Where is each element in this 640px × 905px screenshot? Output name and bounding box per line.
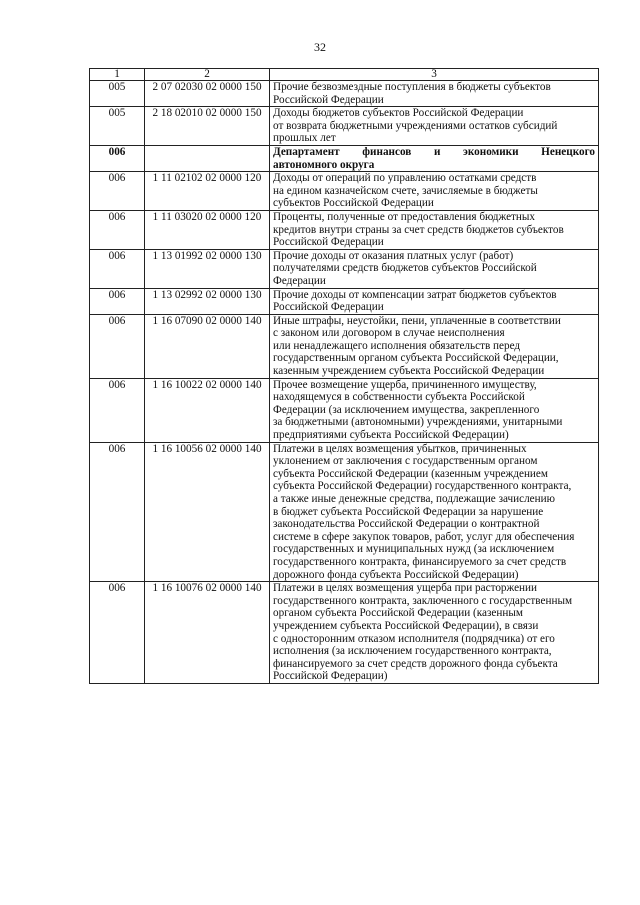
revenue-name-cell bbox=[270, 288, 599, 314]
revenue-code-cell: 2 18 02010 02 0000 150 bbox=[145, 107, 270, 146]
table-row bbox=[90, 314, 599, 378]
page-number: 32 bbox=[314, 40, 326, 54]
table-row bbox=[90, 249, 599, 288]
table-row-department bbox=[90, 145, 599, 171]
table-header bbox=[90, 69, 599, 81]
revenue-code-cell: 2 07 02030 02 0000 150 bbox=[145, 81, 270, 107]
table-row bbox=[90, 582, 599, 684]
admin-code-cell: 006 bbox=[90, 210, 145, 249]
name-line: с односторонним отказом исполнителя (подрядчика) от его bbox=[273, 632, 555, 645]
revenue-code-cell: 1 16 07090 02 0000 140 bbox=[145, 314, 270, 378]
name-line: субъектов Российской Федерации bbox=[273, 197, 434, 210]
table-body bbox=[90, 81, 599, 684]
name-line: автономного округа bbox=[273, 158, 375, 171]
name-line: государственного контракта, заключенного с государственным bbox=[273, 594, 573, 607]
admin-code-cell: 006 bbox=[90, 172, 145, 211]
table-row bbox=[90, 172, 599, 211]
revenue-name-cell bbox=[270, 249, 599, 288]
table-row bbox=[90, 210, 599, 249]
revenue-name-cell bbox=[270, 314, 599, 378]
column-header-2: 2 bbox=[145, 69, 270, 81]
revenue-code-cell: 1 16 10022 02 0000 140 bbox=[145, 378, 270, 442]
name-line: Проценты, полученные от предоставления бюджетных bbox=[273, 210, 536, 223]
name-line: уклонением от заключения с государственным органом bbox=[273, 455, 538, 468]
name-line: кредитов внутри страны за счет средств бюджетов субъектов bbox=[273, 223, 564, 236]
revenue-code-cell: 1 13 01992 02 0000 130 bbox=[145, 249, 270, 288]
name-line: законодательства Российской Федерации о контрактной bbox=[273, 518, 540, 531]
name-line: учреждением субъекта Российской Федерации), в связи bbox=[273, 619, 539, 632]
name-line: получателями средств бюджетов субъектов Российской bbox=[273, 262, 537, 275]
admin-code-cell: 005 bbox=[90, 81, 145, 107]
revenue-codes-table bbox=[89, 68, 599, 684]
admin-code-cell: 006 bbox=[90, 314, 145, 378]
name-line: Российской Федерации) bbox=[273, 670, 388, 683]
revenue-name-cell bbox=[270, 107, 599, 146]
revenue-name-cell bbox=[270, 172, 599, 211]
name-line: или ненадлежащего исполнения обязательств перед bbox=[273, 339, 521, 352]
admin-code-cell: 005 bbox=[90, 107, 145, 146]
name-line: в бюджет субъекта Российской Федерации за нарушение bbox=[273, 505, 544, 518]
name-line: Федерации (за исключением имущества, закрепленного bbox=[273, 403, 540, 416]
table-row bbox=[90, 442, 599, 582]
revenue-name-cell bbox=[270, 145, 599, 171]
table-row bbox=[90, 81, 599, 107]
header-row bbox=[90, 69, 599, 81]
revenue-code-cell: 1 16 10076 02 0000 140 bbox=[145, 582, 270, 684]
name-line: субъекта Российской Федерации) государственного контракта, bbox=[273, 480, 572, 493]
name-line: дорожного фонда субъекта Российской Федерации) bbox=[273, 568, 519, 581]
revenue-name-cell bbox=[270, 81, 599, 107]
name-line: субъекта Российской Федерации (казенным учреждением bbox=[273, 467, 548, 480]
table-row bbox=[90, 107, 599, 146]
admin-code-cell: 006 bbox=[90, 442, 145, 582]
name-line: государственного контракта, финансируемого за счет средств bbox=[273, 555, 567, 568]
name-line: Прочие доходы от оказания платных услуг (работ) bbox=[273, 249, 514, 262]
revenue-code-cell: 1 11 02102 02 0000 120 bbox=[145, 172, 270, 211]
table-row bbox=[90, 378, 599, 442]
revenue-name-cell bbox=[270, 210, 599, 249]
name-line: казенным учреждением субъекта Российской Федерации bbox=[273, 365, 545, 378]
revenue-name-cell bbox=[270, 378, 599, 442]
revenue-code-cell: 1 13 02992 02 0000 130 bbox=[145, 288, 270, 314]
name-line: государственных и муниципальных нужд (за исключением bbox=[273, 543, 555, 556]
name-line: на едином казначейском счете, зачисляемые в бюджеты bbox=[273, 184, 538, 197]
name-line: за бюджетными (автономными) учреждениями, унитарными bbox=[273, 416, 563, 429]
name-line: Доходы бюджетов субъектов Российской Федерации bbox=[273, 107, 524, 120]
name-line: органом субъекта Российской Федерации (казенным bbox=[273, 607, 523, 620]
name-line: Российской Федерации bbox=[273, 301, 384, 314]
name-line: прошлых лет bbox=[273, 132, 336, 145]
revenue-code-cell: 1 16 10056 02 0000 140 bbox=[145, 442, 270, 582]
name-line: Прочие безвозмездные поступления в бюджеты субъектов bbox=[273, 81, 551, 93]
admin-code-cell: 006 bbox=[90, 145, 145, 171]
column-header-3: 3 bbox=[270, 69, 599, 81]
name-line: Платежи в целях возмещения ущерба при расторжении bbox=[273, 582, 538, 595]
name-line: системе в сфере закупок товаров, работ, услуг для обеспечения bbox=[273, 530, 575, 543]
name-line: с законом или договором в случае неисполнения bbox=[273, 327, 505, 340]
column-header-1: 1 bbox=[90, 69, 145, 81]
name-line: исполнения (за исключением государственного контракта, bbox=[273, 645, 552, 658]
name-line: от возврата бюджетными учреждениями остатков субсидий bbox=[273, 119, 558, 132]
name-line: Прочее возмещение ущерба, причиненного имуществу, bbox=[273, 378, 537, 391]
name-line: находящемуся в собственности субъекта Российской bbox=[273, 391, 525, 404]
admin-code-cell: 006 bbox=[90, 582, 145, 684]
name-line: предприятиями субъекта Российской Федерации) bbox=[273, 429, 509, 442]
name-line: Платежи в целях возмещения убытков, причиненных bbox=[273, 442, 527, 455]
name-line: Российской Федерации bbox=[273, 236, 384, 249]
name-line: Российской Федерации bbox=[273, 93, 384, 106]
admin-code-cell: 006 bbox=[90, 378, 145, 442]
name-line: Доходы от операций по управлению остатками средств bbox=[273, 172, 537, 185]
name-line: Иные штрафы, неустойки, пени, уплаченные в соответствии bbox=[273, 314, 561, 327]
name-line: Федерации bbox=[273, 274, 326, 287]
admin-code-cell: 006 bbox=[90, 288, 145, 314]
table-row bbox=[90, 288, 599, 314]
name-line: а также иные денежные средства, подлежащие зачислению bbox=[273, 493, 555, 505]
name-line: финансируемого за счет средств дорожного фонда субъекта bbox=[273, 657, 558, 670]
admin-code-cell: 006 bbox=[90, 249, 145, 288]
name-line: государственным органом субъекта Российской Федерации, bbox=[273, 352, 559, 365]
name-line: Департамент финансов и экономики Ненецкого bbox=[273, 145, 595, 158]
revenue-code-cell: 1 11 03020 02 0000 120 bbox=[145, 210, 270, 249]
revenue-code-cell bbox=[145, 145, 270, 171]
name-line: Прочие доходы от компенсации затрат бюджетов субъектов bbox=[273, 288, 557, 301]
revenue-name-cell bbox=[270, 442, 599, 582]
revenue-name-cell bbox=[270, 582, 599, 684]
